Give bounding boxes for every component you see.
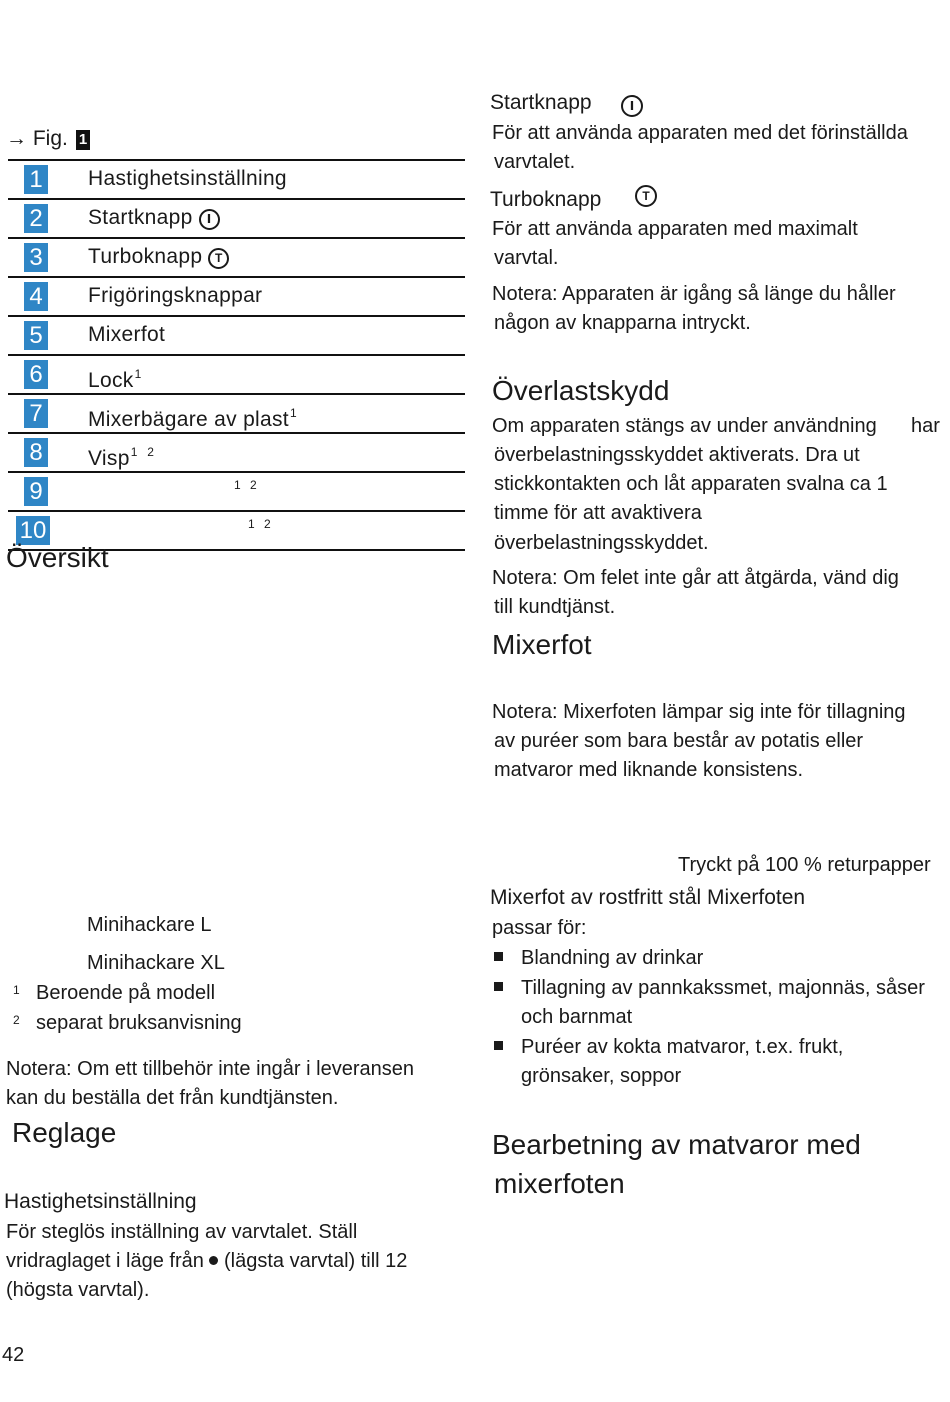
item-label: Turboknapp: [88, 245, 203, 268]
note-mixer-line: matvaror med liknande konsistens.: [494, 759, 804, 781]
table-row: [8, 198, 465, 237]
controls-heading: Reglage: [12, 1117, 117, 1148]
item-number: 10: [16, 516, 50, 545]
speed-text-line: (högsta varvtal).: [6, 1279, 150, 1301]
table-row: [8, 276, 465, 315]
item-number: 9: [24, 477, 48, 506]
speed-text-part: vridraglaget i läge från: [6, 1250, 204, 1272]
item-label: Mixerfot: [88, 323, 166, 346]
item-number: 6: [24, 360, 48, 389]
footnote-mark: 1 2: [130, 445, 155, 459]
accessory-item: Minihackare XL: [87, 952, 225, 974]
item-number: 2: [24, 204, 48, 233]
note-service-line: Notera: Om felet inte går att åtgärda, vänd dig: [492, 567, 899, 589]
speed-text-line: För steglös inställning av varvtalet. Ställ: [6, 1221, 358, 1243]
note-mixer-line: av puréer som bara består av potatis eller: [494, 730, 864, 752]
table-row: [8, 471, 465, 510]
processing-heading-line: mixerfoten: [494, 1168, 625, 1199]
item-label: Hastighetsinställning: [88, 167, 287, 190]
note-buttons-line: Notera: Apparaten är igång så länge du håller: [492, 283, 896, 305]
table-row: [8, 354, 465, 393]
accessory-item: Minihackare L: [87, 914, 212, 936]
overload-heading: Överlastskydd: [492, 375, 670, 406]
use-item-line: Blandning av drinkar: [521, 947, 704, 969]
start-text-line: varvtalet.: [494, 151, 576, 173]
item-number: 5: [24, 321, 48, 350]
turbo-text-line: varvtal.: [494, 247, 559, 269]
figure-reference: [6, 124, 90, 153]
footnote-mark: 1: [134, 367, 142, 381]
table-row: [8, 432, 465, 471]
power-icon: Ⅰ: [199, 209, 220, 230]
table-row: [8, 237, 465, 276]
use-item-line: Tillagning av pannkakssmet, majonnäs, såser: [521, 977, 925, 999]
use-item-line: och barnmat: [521, 1006, 633, 1028]
item-label: Lock: [88, 369, 134, 392]
use-item-line: Puréer av kokta matvaror, t.ex. frukt,: [521, 1036, 844, 1058]
speed-heading: Hastighetsinställning: [4, 1190, 197, 1213]
start-heading: Startknapp: [490, 91, 592, 114]
overload-text-line: timme för att avaktivera: [494, 502, 702, 524]
mixer-heading: Mixerfot: [492, 629, 592, 660]
note-accessory-line: Notera: Om ett tillbehör inte ingår i leveransen: [6, 1058, 414, 1080]
turbo-text-line: För att använda apparaten med maximalt: [492, 218, 858, 240]
item-label: Startknapp: [88, 206, 193, 229]
note-service-line: till kundtjänst.: [494, 596, 616, 618]
fig-ref-number: 1: [76, 130, 90, 150]
start-text-line: För att använda apparaten med det förinställda: [492, 122, 908, 144]
item-label: Mixerbägare av plast: [88, 408, 289, 431]
footnote-mark: 1: [289, 406, 297, 420]
lowest-speed-dot-icon: [209, 1256, 218, 1265]
footnote-mark: 2: [13, 1013, 20, 1027]
item-number: 8: [24, 438, 48, 467]
item-label: Visp: [88, 447, 130, 470]
bullet-icon: [494, 952, 503, 961]
power-icon: Ⅰ: [621, 95, 643, 117]
note-accessory-line: kan du beställa det från kundtjänsten.: [6, 1087, 339, 1109]
steel-intro-line: Mixerfot av rostfritt stål Mixerfoten: [490, 886, 806, 909]
speed-text-line: [6, 1247, 407, 1276]
overview-table: [8, 159, 465, 551]
overload-text-line: stickkontakten och låt apparaten svalna ca 1: [494, 473, 888, 495]
table-row: [8, 315, 465, 354]
note-mixer-line: Notera: Mixerfoten lämpar sig inte för tillagning: [492, 701, 906, 723]
item-number: 1: [24, 165, 48, 194]
processing-heading-line: Bearbetning av matvaror med: [492, 1129, 861, 1160]
item-label: Frigöringsknappar: [88, 284, 263, 307]
bullet-icon: [494, 1041, 503, 1050]
page-number: 42: [2, 1344, 25, 1366]
overload-text-line: överbelastningsskyddet.: [494, 532, 709, 554]
table-row: [8, 393, 465, 432]
item-number: 3: [24, 243, 48, 272]
fig-ref-prefix: → Fig.: [6, 127, 68, 150]
overload-text-line: överbelastningsskyddet aktiverats. Dra ut: [494, 444, 860, 466]
table-row: [8, 159, 465, 198]
turbo-icon: T: [208, 248, 229, 269]
use-item-line: grönsaker, soppor: [521, 1065, 682, 1087]
overload-text-line: Om apparaten stängs av under användning: [492, 415, 877, 437]
overload-text-word: har: [911, 415, 940, 437]
bullet-icon: [494, 982, 503, 991]
overview-heading: Översikt: [6, 542, 109, 573]
steel-intro-line: passar för:: [492, 917, 587, 939]
footnote-mark: 1 2: [234, 478, 257, 492]
footnote-mark: 1 2: [248, 517, 271, 531]
footnote-text: separat bruksanvisning: [36, 1012, 242, 1034]
item-number: 7: [24, 399, 48, 428]
item-number: 4: [24, 282, 48, 311]
footnote-text: Beroende på modell: [36, 982, 216, 1004]
recycled-paper-note: Tryckt på 100 % returpapper: [678, 854, 931, 876]
note-buttons-line: någon av knapparna intryckt.: [494, 312, 751, 334]
speed-text-part: (lägsta varvtal) till 12: [224, 1250, 408, 1272]
turbo-icon: T: [635, 185, 657, 207]
turbo-heading: Turboknapp: [490, 188, 602, 211]
footnote-mark: 1: [13, 983, 20, 997]
